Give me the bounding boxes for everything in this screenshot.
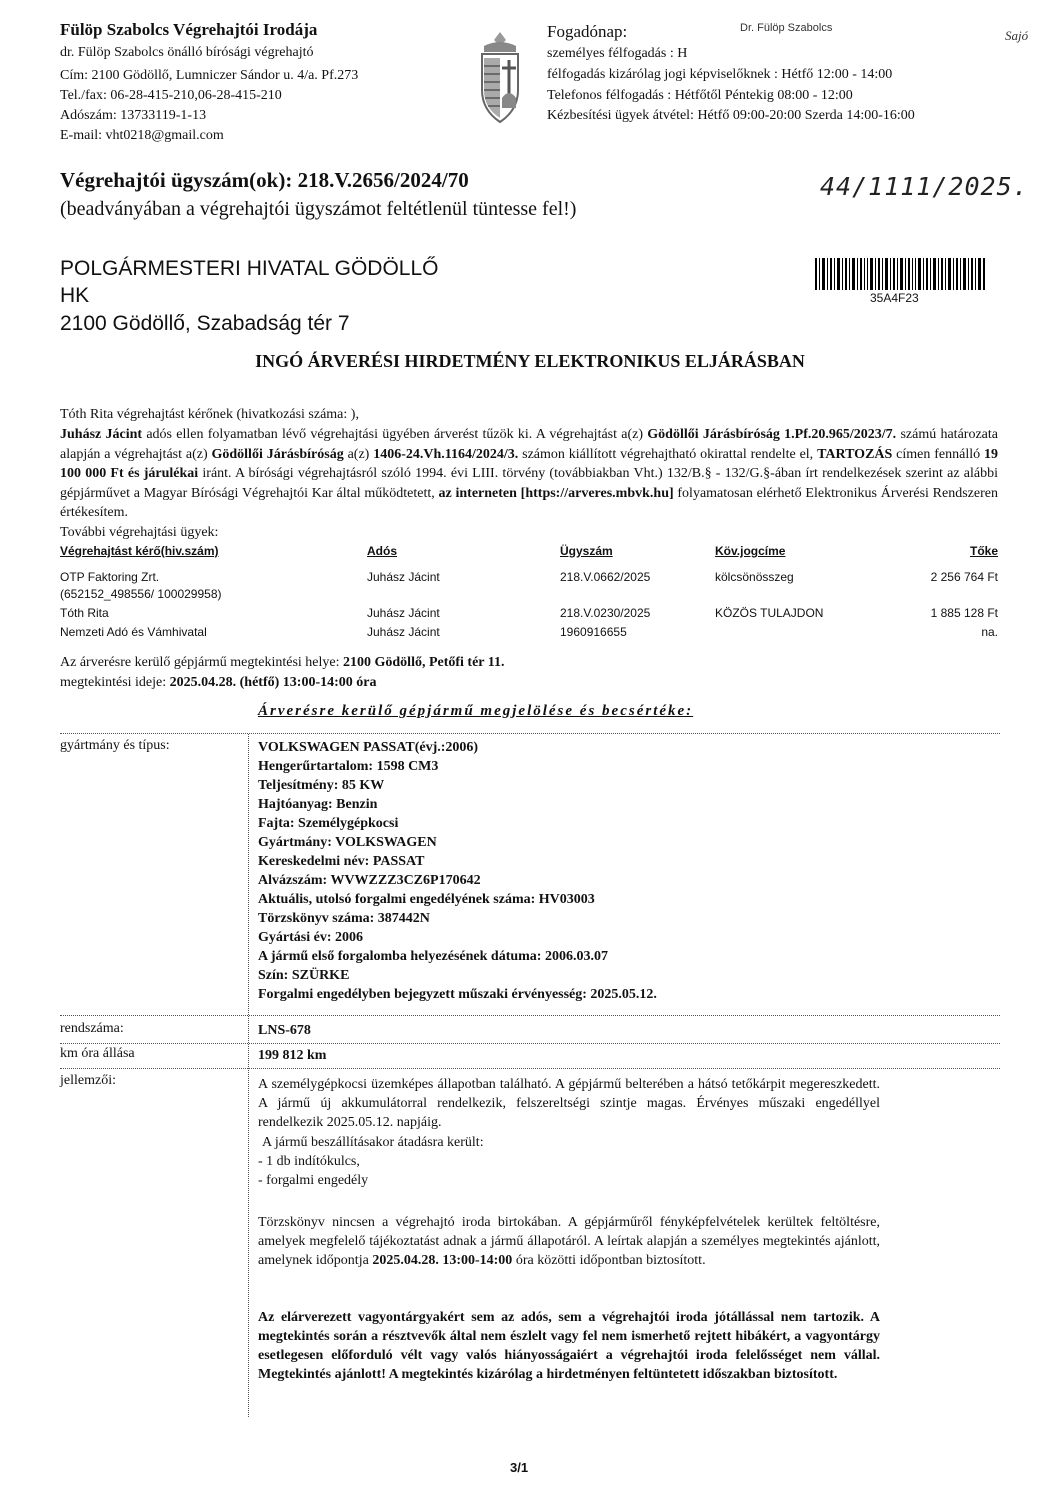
table-cell: Nemzeti Adó és Vámhivatal xyxy=(60,625,207,639)
divider xyxy=(60,1043,1000,1044)
km-value: 199 812 km xyxy=(258,1048,327,1063)
vehicle-spec: VOLKSWAGEN PASSAT(évj.:2006) xyxy=(258,740,479,755)
barcode-code: 35A4F23 xyxy=(870,291,919,305)
office-name: Fülöp Szabolcs Végrehajtói Irodája xyxy=(60,20,318,39)
inspection-time: megtekintési ideje: 2025.04.28. (hétfő) 13:00-14:00 óra xyxy=(60,675,377,690)
barcode-icon xyxy=(815,258,985,290)
intro-line: Tóth Rita végrehajtást kérőnek (hivatkozási száma: ), xyxy=(60,407,359,422)
signer-name: Dr. Fülöp Szabolcs xyxy=(740,22,833,34)
description-list-item: - forgalmi engedély xyxy=(258,1173,369,1188)
case-note: (beadványában a végrehajtói ügyszámot feltétlenül tüntesse fel!) xyxy=(60,198,577,220)
disclaimer-paragraph: Az elárverezett vagyontárgyakért sem az adós, sem a végrehajtói iroda jótállással nem tartozik. A megtekintés során a résztvevők által nem észlelt vagy fel nem ismerhető rejtett hibákért, a vagyontárgy esetlegesen előforduló vélt vagy valós hiányosságaiért a végrehajtói iroda felelősséget nem vállal. Megtekintés ajánlott! A megtekintés kizárólag a hirdetményen feltüntetett időszakban biztosított. xyxy=(258,1310,880,1382)
handwritten-note: Sajó xyxy=(1005,28,1029,43)
table-cell: Juhász Jácint xyxy=(367,625,440,639)
table-cell: Tóth Rita xyxy=(60,606,109,620)
table-cell: OTP Faktoring Zrt. xyxy=(60,570,160,584)
description-label: jellemzői: xyxy=(60,1073,116,1088)
table-cell: na. xyxy=(981,625,998,639)
description-list-item: - 1 db indítókulcs, xyxy=(258,1154,360,1169)
divider xyxy=(60,1015,1000,1016)
table-header: Végrehajtást kérő(hiv.szám) xyxy=(60,544,219,558)
divider xyxy=(248,734,249,1417)
coat-of-arms-icon xyxy=(470,28,530,128)
office-line: Adószám: 13733119-1-13 xyxy=(60,108,207,123)
vehicle-spec: A jármű első forgalomba helyezésének dátuma: 2006.03.07 xyxy=(258,949,608,964)
plate-value: LNS-678 xyxy=(258,1023,311,1038)
vehicle-spec: Gyártási év: 2006 xyxy=(258,930,363,945)
table-cell: 2 256 764 Ft xyxy=(930,570,998,584)
vehicle-section-title: Árverésre kerülő gépjármű megjelölése és becsértéke: xyxy=(258,703,694,719)
vehicle-spec: Hengerűrtartalom: 1598 CM3 xyxy=(258,759,439,774)
table-cell: 218.V.0662/2025 xyxy=(560,570,651,584)
vehicle-spec: Gyártmány: VOLKSWAGEN xyxy=(258,835,437,850)
table-cell: Juhász Jácint xyxy=(367,606,440,620)
divider xyxy=(60,1068,1000,1069)
table-cell: KÖZÖS TULAJDON xyxy=(715,606,824,620)
divider xyxy=(60,733,1000,734)
type-label: gyártmány és típus: xyxy=(60,738,170,753)
vehicle-spec: Forgalmi engedélyben bejegyzett műszaki érvényesség: 2025.05.12. xyxy=(258,987,657,1002)
vehicle-spec: Szín: SZÜRKE xyxy=(258,968,350,983)
intro-paragraph: Juhász Jácint adós ellen folyamatban lévő végrehajtási ügyében árverést tűzök ki. A végrehajtást a(z) Gödöllői Járásbíróság 1.Pf.20.965/2023/7. számú határozata alapján a végrehajtást a(z) Gödöllői Járásbíróság a(z) 1406-24.Vh.1164/2024/3. számon kiállított végrehajtható okirattal rendelte el, TARTOZÁS címen fennálló 19 100 000 Ft és járulékai iránt. A bírósági végrehajtásról szóló 1994. évi LIII. törvény (továbbiakban Vht.) 132/B.§ - 132/G.§-ában írt rendelkezések szerint az alábbi gépjárművet a Magyar Bírósági Végrehajtói Kar által működtetett, az interneten [https://arveres.mbvk.hu] folyamatosan elérhető Elektronikus Árverési Rendszeren értékesítem. xyxy=(60,427,998,520)
recipient-name: POLGÁRMESTERI HIVATAL GÖDÖLLŐ xyxy=(60,257,439,280)
document-title: INGÓ ÁRVERÉSI HIRDETMÉNY ELEKTRONIKUS ELJÁRÁSBAN xyxy=(255,351,805,371)
table-cell: kölcsönösszeg xyxy=(715,570,794,584)
vehicle-spec: Teljesítmény: 85 KW xyxy=(258,778,385,793)
table-cell: 1 885 128 Ft xyxy=(930,606,998,620)
handwritten-registration: 44/1111/2025. xyxy=(820,172,1029,201)
office-line: Tel./fax: 06-28-415-210,06-28-415-210 xyxy=(60,88,282,103)
page-number: 3/1 xyxy=(510,1460,529,1475)
office-line: dr. Fülöp Szabolcs önálló bírósági végrehajtó xyxy=(60,45,314,60)
office-hours-line: félfogadás kizárólag jogi képviselőknek : Hétfő 12:00 - 14:00 xyxy=(547,67,893,82)
office-line: E-mail: vht0218@gmail.com xyxy=(60,128,224,143)
office-line: Cím: 2100 Gödöllő, Lumniczer Sándor u. 4/a. Pf.273 xyxy=(60,68,359,83)
vehicle-spec: Kereskedelmi név: PASSAT xyxy=(258,854,425,869)
vehicle-spec: Alvázszám: WVWZZZ3CZ6P170642 xyxy=(258,873,481,888)
vehicle-spec: Aktuális, utolsó forgalmi engedélyének száma: HV03003 xyxy=(258,892,595,907)
description-list-intro: A jármű beszállításakor átadásra került: xyxy=(262,1135,484,1150)
table-cell: 1960916655 xyxy=(560,625,627,639)
further-cases-label: További végrehajtási ügyek: xyxy=(60,525,219,540)
plate-label: rendszáma: xyxy=(60,1021,124,1036)
table-header: Adós xyxy=(367,544,397,558)
case-number: Végrehajtói ügyszám(ok): 218.V.2656/2024/70 xyxy=(60,168,469,192)
table-header: Ügyszám xyxy=(560,544,613,558)
description-paragraph: A személygépkocsi üzemképes állapotban található. A gépjármű belterében a hátsó tetőkárpit megereszkedett. A jármű új akkumulátorral rendelkezik, felszereltségi szintje magas. Érvényes műszaki engedéllyel rendelkezik 2025.05.12. napjáig. xyxy=(258,1077,880,1130)
office-hours-title: Fogadónap: xyxy=(547,22,628,41)
recipient-address: 2100 Gödöllő, Szabadság tér 7 xyxy=(60,312,350,335)
table-cell: (652152_498556/ 100029958) xyxy=(60,587,222,601)
recipient-dept: HK xyxy=(60,284,90,307)
office-hours-line: személyes félfogadás : H xyxy=(547,46,688,61)
vehicle-spec: Törzskönyv száma: 387442N xyxy=(258,911,430,926)
km-label: km óra állása xyxy=(60,1046,135,1061)
table-cell: Juhász Jácint xyxy=(367,570,440,584)
vehicle-spec: Fajta: Személygépkocsi xyxy=(258,816,399,831)
table-cell: 218.V.0230/2025 xyxy=(560,606,651,620)
vehicle-spec: Hajtóanyag: Benzin xyxy=(258,797,378,812)
office-hours-line: Telefonos félfogadás : Hétfőtől Péntekig 08:00 - 12:00 xyxy=(547,88,853,103)
office-hours-line: Kézbesítési ügyek átvétel: Hétfő 09:00-20:00 Szerda 14:00-16:00 xyxy=(547,108,915,123)
table-header: Tőke xyxy=(969,544,998,558)
inspection-place: Az árverésre kerülő gépjármű megtekintési helye: 2100 Gödöllő, Petőfi tér 11. xyxy=(60,655,505,670)
table-header: Köv.jogcíme xyxy=(715,544,786,558)
description-paragraph: Törzskönyv nincsen a végrehajtó iroda birtokában. A gépjárműről fényképfelvételek kerültek feltöltésre, amelyek megfelelő tájékoztatást adnak a jármű állapotáról. A leírtak alapján a személyes megtekintés ajánlott, amelynek időpontja 2025.04.28. 13:00-14:00 óra közötti időpontban biztosított. xyxy=(258,1215,880,1268)
